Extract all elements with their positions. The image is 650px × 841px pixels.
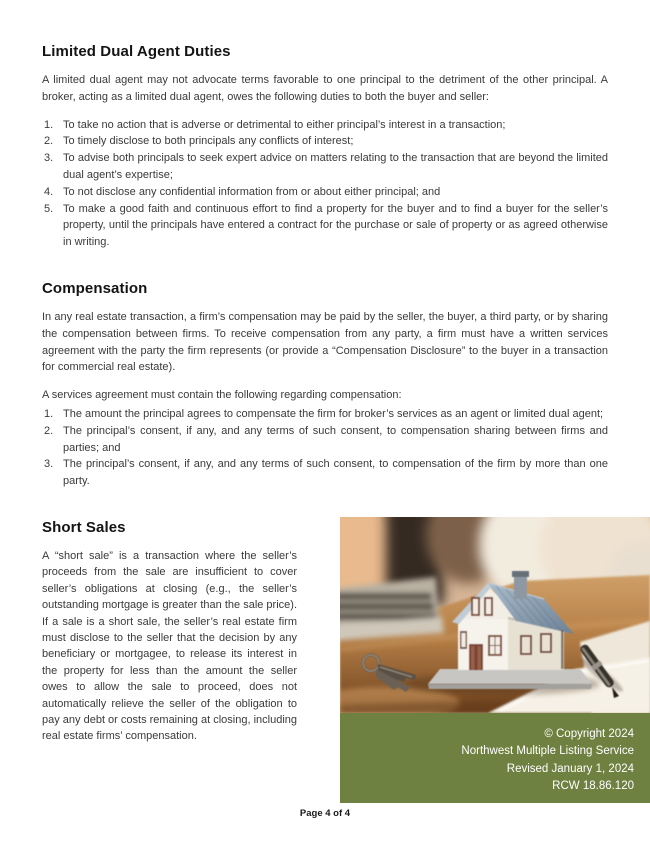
list-item: The principal’s consent, if any, and any terms of such consent, to compensation of the firm by more than one party. [63,458,608,488]
list-item: To advise both principals to seek expert advice on matters relating to the transaction that are beyond the limited dual agent’s expertise; [63,152,608,181]
section-heading: Short Sales [42,518,126,536]
section-lead-in: A services agreement must contain the following regarding compensation: [42,389,402,402]
figure-block [340,517,650,803]
page-number: Page 4 of 4 [299,808,351,819]
copyright-line: Revised January 1, 2024 [506,762,634,775]
copyright-line: Northwest Multiple Listing Service [461,745,634,758]
list-item: The principal’s consent, if any, and any terms of such consent, to compensation sharing between firms and parties; and [63,424,608,454]
section-limited-dual-agent-duties [42,44,608,251]
house-door [469,644,483,670]
section-compensation [42,281,608,490]
list-item: To take no action that is adverse or detrimental to either principal’s interest in a transaction; [63,118,506,131]
list-item: The amount the principal agrees to compensate the firm for broker’s services as an agent or limited dual agent; [63,407,604,420]
copyright-line: RCW 18.86.120 [552,779,634,792]
copyright-line: © Copyright 2024 [544,728,634,740]
section-heading: Limited Dual Agent Duties [42,43,231,60]
house-base [428,669,592,689]
list-item: To make a good faith and continuous effort to find a property for the buyer and to find a buyer for the seller’s property, until the principals have entered a contract for the purchase or sale of property or as agreed otherwise in writing. [63,202,608,249]
section-paragraph: In any real estate transaction, a firm’s compensation may be paid by the seller, the buyer, a third party, or by sharing the compensation between firms. To receive compensation from any party, a firm must have a written services agreement with the party the firm represents (or provide a “Compensation Disclosure” to the buyer in a transaction for commercial real estate). [42,310,608,374]
section-paragraph: A limited dual agent may not advocate terms favorable to one principal to the detriment of the other principal. A broker, acting as a limited dual agent, owes the following duties to both the buyer and seller: [42,74,608,103]
list-item: To not disclose any confidential information from or about either principal; and [63,185,441,198]
model-house-on-desk-photo [340,517,650,713]
laptop-keyboard [340,577,444,641]
chimney [512,571,529,599]
copyright-box [340,713,650,803]
compensation-list [42,406,608,490]
section-paragraph: A “short sale” is a transaction where the seller’s proceeds from the sale are insufficient to cover seller’s obligations at closing (e.g., the seller’s outstanding mortgage is greater than the sale price). If a sale is a short sale, the seller’s real estate firm must disclose to the seller that the decision by any beneficiary or mortgagee, to release its interest in the property for less than the amount the seller owes to allow the sale to proceed, does not automatically relieve the seller of the obligation to pay any debt or costs remaining at closing, including real estate firms’ compensation. [42,549,297,743]
duties-list [42,117,608,251]
section-heading: Compensation [42,279,148,297]
list-item: To timely disclose to both principals any conflicts of interest; [63,135,354,148]
